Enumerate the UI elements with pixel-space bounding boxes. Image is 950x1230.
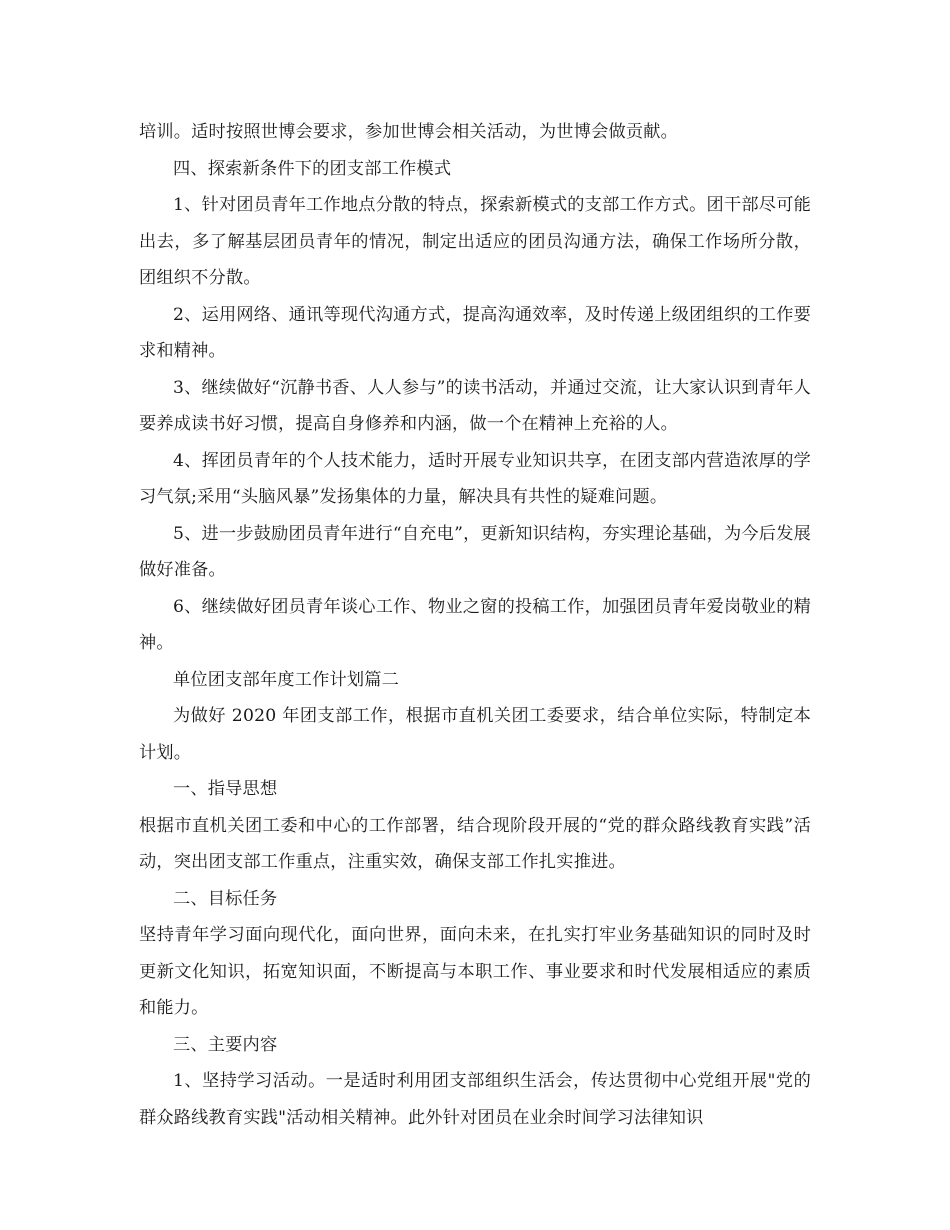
paragraph-continuation: 培训。适时按照世博会要求，参加世博会相关活动，为世博会做贡献。	[139, 122, 679, 142]
main-content-item-1: 1、坚持学习活动。一是适时利用团支部组织生活会，传达贯彻中心党组开展"党的群众路线教育实践"活动相关精神。此外针对团员在业余时间学习法律知识	[139, 1071, 811, 1128]
section-heading-goals: 二、目标任务	[173, 888, 278, 909]
goals-paragraph: 坚持青年学习面向现代化，面向世界，面向未来，在扎实打牢业务基础知识的同时及时更新文化知识，拓宽知识面，不断提高与本职工作、事业要求和时代发展相适应的素质和能力。	[139, 925, 811, 1018]
paragraph-item-6: 6、继续做好团员青年谈心工作、物业之窗的投稿工作，加强团员青年爱岗敬业的精神。	[139, 596, 811, 653]
section-heading-main-content: 三、主要内容	[173, 1034, 278, 1055]
section-heading-guiding-thought: 一、指导思想	[173, 779, 278, 799]
paragraph-item-4: 4、挥团员青年的个人技术能力，适时开展专业知识共享，在团支部内营造浓厚的学习气氛;采用“头脑风暴”发扬集体的力量，解决具有共性的疑难问题。	[139, 450, 811, 507]
paragraph-item-3: 3、继续做好“沉静书香、人人参与”的读书活动，并通过交流，让大家认识到青年人要养成读书好习惯，提高自身修养和内涵，做一个在精神上充裕的人。	[139, 377, 811, 434]
paragraph-item-2: 2、运用网络、通讯等现代沟通方式，提高沟通效率，及时传递上级团组织的工作要求和精神。	[139, 304, 811, 361]
intro-paragraph: 为做好 2020 年团支部工作，根据市直机关团工委要求，结合单位实际，特制定本计划。	[139, 706, 811, 763]
paragraph-item-1: 1、针对团员青年工作地点分散的特点，探索新模式的支部工作方式。团干部尽可能出去，多了解基层团员青年的情况，制定出适应的团员沟通方法，确保工作场所分散，团组织不分散。	[139, 195, 811, 288]
part-two-title: 单位团支部年度工作计划篇二	[173, 669, 400, 690]
paragraph-item-5: 5、进一步鼓励团员青年进行“自充电”，更新知识结构，夯实理论基础，为今后发展做好准备。	[139, 523, 811, 580]
document-body	[139, 114, 811, 1136]
section-heading-4: 四、探索新条件下的团支部工作模式	[173, 158, 452, 179]
guiding-thought-paragraph: 根据市直机关团工委和中心的工作部署，结合现阶段开展的“党的群众路线教育实践”活动，突出团支部工作重点，注重实效，确保支部工作扎实推进。	[139, 815, 811, 872]
